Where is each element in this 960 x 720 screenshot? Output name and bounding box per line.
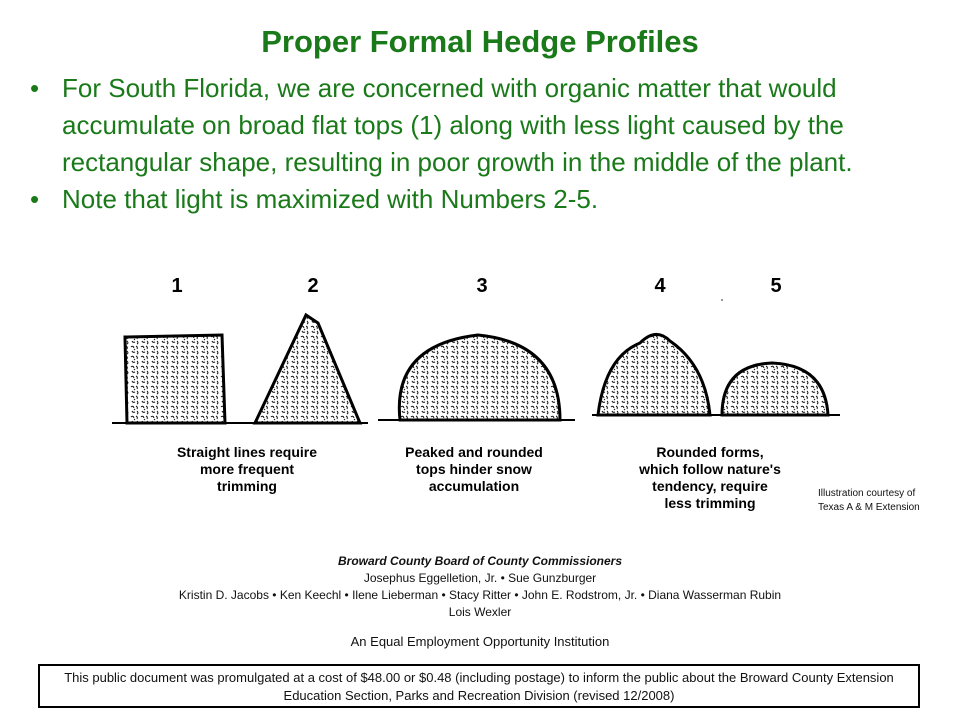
hedge-rectangle-shape <box>125 335 225 423</box>
hedge-peaked-rounded-shape <box>598 334 710 415</box>
profile-number-2: 2 <box>307 275 319 297</box>
page-title: Proper Formal Hedge Profiles <box>261 24 699 59</box>
profile-number-4: 4 <box>654 275 666 297</box>
board-title: Broward County Board of County Commissioners <box>337 554 623 568</box>
bullet-item <box>30 181 940 218</box>
hedge-small-rounded-shape <box>722 363 828 415</box>
bullet-dot-icon: • <box>30 184 40 214</box>
cost-notice-text: This public document was promulgated at a cost of $48.00 or $0.48 (including postage) to inform the public about the Broward County Extension Education Section, Parks and Recreation Division (revised 12/2008) <box>64 670 894 703</box>
bullet-item <box>30 70 940 181</box>
caption-line: which follow nature's <box>639 461 781 477</box>
bullet-text: For South Florida, we are concerned with organic matter that would accumulate on broad flat tops (1) along with less light caused by the rectangular shape, resulting in poor growth in the middle of the plant. <box>62 73 853 177</box>
caption-line: Rounded forms, <box>656 444 764 460</box>
profile-number-5: 5 <box>770 275 782 297</box>
board-line: Josephus Eggelletion, Jr. • Sue Gunzburger <box>363 571 597 585</box>
bullet-text: Note that light is maximized with Numbers 2-5. <box>62 184 599 214</box>
board-of-commissioners <box>0 553 960 621</box>
board-line: Kristin D. Jacobs • Ken Keechl • Ilene Lieberman • Stacy Ritter • John E. Rodstrom, Jr. • Diana Wasserman Rubin <box>178 588 782 602</box>
profile-number-1: 1 <box>171 275 183 297</box>
bullet-list <box>30 70 940 218</box>
illustration-credit <box>818 487 920 515</box>
profile-number-3: 3 <box>476 275 488 297</box>
caption-line: accumulation <box>428 478 520 494</box>
caption-line: tendency, require <box>652 478 768 494</box>
caption-line: Peaked and rounded <box>405 444 543 460</box>
credit-line: Texas A & M Extension <box>818 502 920 513</box>
board-line: Lois Wexler <box>448 605 512 619</box>
hedge-dome-shape <box>399 335 560 420</box>
caption-line: trimming <box>217 478 277 494</box>
caption-line: tops hinder snow <box>416 461 532 477</box>
caption-line: less trimming <box>664 495 756 511</box>
caption-line: more frequent <box>199 461 295 477</box>
bullet-dot-icon: • <box>30 73 40 103</box>
credit-line: Illustration courtesy of <box>818 488 916 499</box>
eeo-statement: An Equal Employment Opportunity Institution <box>350 634 610 649</box>
caption-line: Straight lines require <box>176 444 318 460</box>
decorative-dot <box>721 299 723 301</box>
cost-notice-box <box>38 664 920 708</box>
hedge-triangle-shape <box>255 315 360 423</box>
hedge-profiles-illustration <box>0 265 960 525</box>
